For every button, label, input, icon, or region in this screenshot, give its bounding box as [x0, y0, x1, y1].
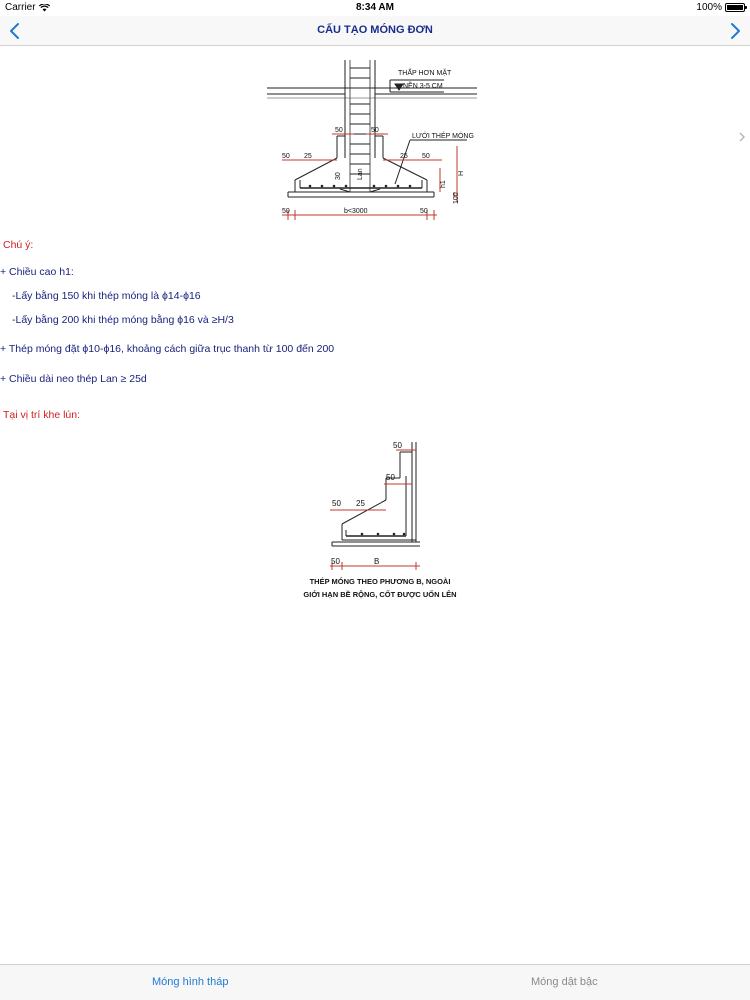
forward-button[interactable] [724, 20, 746, 42]
level-label-line2: NỀN 3-5 CM [403, 83, 443, 90]
joint-dim-left-25: 25 [356, 499, 365, 508]
joint-dim-top: 50 [393, 441, 402, 450]
note-height-line1: -Lấy bằng 150 khi thép móng là ϕ14-ϕ16 [12, 290, 201, 302]
dim-lan: Lan [357, 168, 364, 180]
status-bar [0, 0, 750, 16]
note-height-title: + Chiều cao h1: [0, 266, 74, 278]
battery-icon [725, 3, 745, 12]
dim-bottom-right: 50 [420, 208, 428, 215]
tab-mong-dat-bac[interactable]: Móng dật bậc [531, 976, 598, 988]
dim-side-right-25: 25 [400, 153, 408, 160]
foundation-section-drawing [262, 56, 482, 222]
joint-dim-mid: 50 [386, 473, 395, 482]
joint-caption-line2: GIỚI HẠN BỀ RỘNG, CỐT ĐƯỢC UỐN LÊN [303, 590, 457, 599]
clock: 8:34 AM [356, 2, 394, 13]
joint-dim-B: B [374, 557, 380, 566]
note-height-line2: -Lấy bằng 200 khi thép móng bằng ϕ16 và ≥H/3 [12, 314, 234, 326]
carrier-label: Carrier [5, 2, 36, 13]
joint-caption-line1: THÉP MÓNG THEO PHƯƠNG B, NGOÀI [309, 577, 451, 586]
page-title: CẤU TẠO MÓNG ĐƠN [317, 24, 433, 36]
chevron-right-icon [724, 20, 746, 42]
mesh-label: LƯỚI THÉP MÓNG [412, 133, 474, 140]
note-steel: + Thép móng đặt ϕ10-ϕ16, khoảng cách giữa trục thanh từ 100 đến 200 [0, 343, 335, 355]
note-anchor: + Chiều dài neo thép Lan ≥ 25d [0, 373, 147, 385]
dim-bottom-left: 50 [282, 208, 290, 215]
note-heading: Chú ý: [3, 239, 34, 251]
dim-b: b<3000 [344, 208, 368, 215]
note-joint-heading: Tại vị trí khe lún: [3, 409, 81, 421]
navigation-bar [0, 16, 750, 46]
settlement-joint-drawing [300, 438, 470, 606]
tab-mong-hinh-thap[interactable]: Móng hình tháp [152, 976, 229, 988]
battery-indicator [696, 2, 745, 13]
dim-100: 100 [453, 192, 460, 204]
dim-side-right-50: 50 [422, 153, 430, 160]
page-edge-chevron-icon [738, 131, 746, 143]
level-label-line1: THẤP HƠN MẶT [398, 70, 452, 77]
dim-H: H [458, 170, 465, 176]
dim-side-left-25: 25 [304, 153, 312, 160]
tab-bar [0, 964, 750, 1000]
battery-percent: 100% [696, 2, 722, 13]
joint-dim-bottom-50: 50 [331, 557, 340, 566]
dim-30: 30 [335, 172, 342, 180]
dim-side-left-50: 50 [282, 153, 290, 160]
dim-top-right: 50 [371, 127, 379, 134]
joint-dim-left-50: 50 [332, 499, 341, 508]
dim-h1: h1 [440, 180, 447, 188]
dim-top-left: 50 [335, 127, 343, 134]
